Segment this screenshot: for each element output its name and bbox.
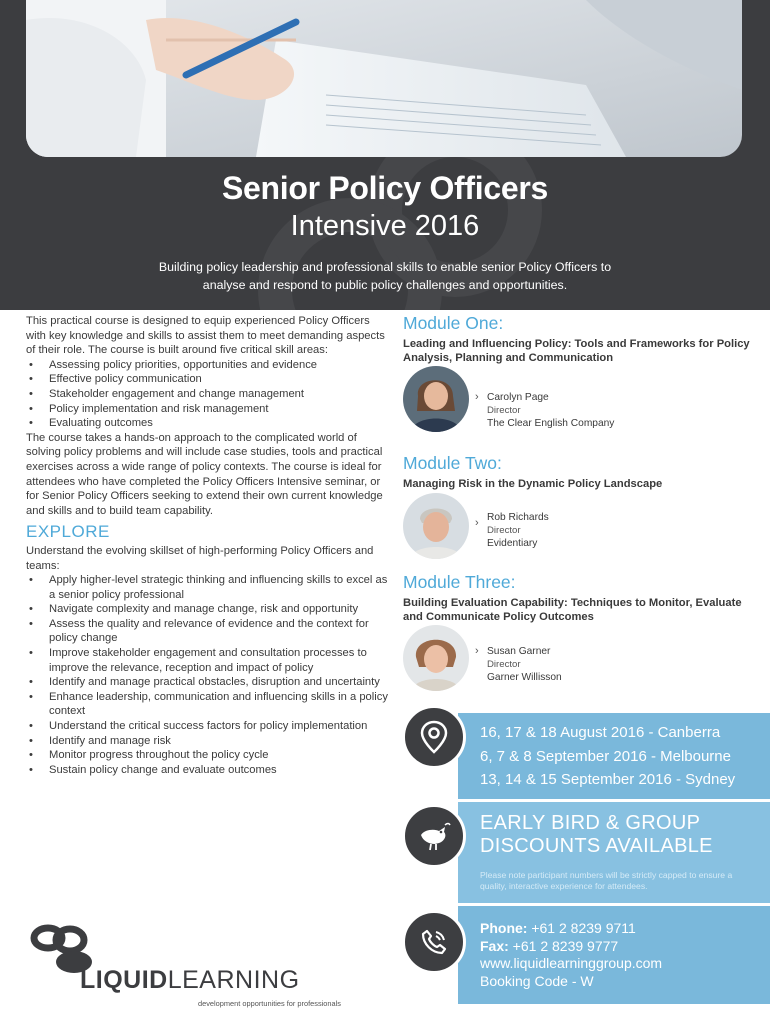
module-subtitle: Building Evaluation Capability: Techniques to Monitor, Evaluate and Communicate Policy Outcomes	[403, 597, 742, 623]
phone-line	[480, 920, 770, 938]
module-three	[403, 572, 763, 683]
chevron-right-icon: ›	[475, 391, 479, 403]
course-dates	[458, 713, 770, 799]
list-item: • Stakeholder engagement and change management	[26, 387, 388, 402]
speaker-photo	[403, 366, 469, 432]
list-item: • Identify and manage risk	[26, 734, 388, 749]
date-canberra: 16, 17 & 18 August 2016 - Canberra	[480, 724, 721, 741]
list-item: • Policy implementation and risk management	[26, 402, 388, 417]
list-item: • Improve stakeholder engagement and consultation processes to improve the relevance, reception and impact of policy	[26, 646, 388, 675]
module-title: Module One:	[403, 313, 504, 333]
speaker-role: Director	[487, 525, 521, 536]
logo-word-light: LEARNING	[167, 966, 300, 994]
module-title: Module Three:	[403, 572, 516, 592]
hero-description	[120, 258, 650, 294]
speaker-name: Susan Garner	[487, 646, 551, 657]
page-subtitle: Intensive 2016	[290, 210, 480, 242]
phone-label: Phone:	[480, 920, 528, 936]
speaker-role: Director	[487, 405, 521, 416]
speaker-role: Director	[487, 659, 521, 670]
speaker-organisation: The Clear English Company	[487, 418, 615, 429]
location-pin-icon	[402, 705, 466, 769]
list-item: • Assessing policy priorities, opportunities and evidence	[26, 358, 388, 373]
skill-areas-list	[26, 358, 388, 431]
date-melbourne: 6, 7 & 8 September 2016 - Melbourne	[480, 747, 731, 765]
fax-label: Fax:	[480, 937, 509, 954]
approach-paragraph: The course takes a hands-on approach to the complicated world of solving policy problems and will include case studies, tools and practical exercises across a wide range of policy contexts. The course is ideal for attendees who have completed the Policy Officers Intensive seminar, or for Senior Policy Officers seeking to extend their own current knowledge and skills and to build team capability.	[26, 431, 383, 517]
explore-heading: EXPLORE	[26, 522, 110, 542]
hero-photo	[26, 0, 742, 157]
list-item: • Monitor progress throughout the policy cycle	[26, 748, 388, 763]
phone-icon	[402, 910, 466, 974]
early-bird-offer	[458, 802, 770, 903]
hero-banner	[0, 0, 770, 310]
module-two	[403, 453, 763, 549]
course-overview	[26, 314, 388, 777]
list-item: • Effective policy communication	[26, 372, 388, 387]
date-sydney: 13, 14 & 15 September 2016 - Sydney	[480, 771, 736, 788]
speaker-info	[475, 645, 562, 684]
list-item: • Apply higher-level strategic thinking and influencing skills to excel as a senior policy professional	[26, 573, 388, 602]
chevron-right-icon: ›	[475, 645, 479, 657]
speaker-photo	[403, 493, 469, 559]
speaker-organisation: Garner Willisson	[487, 672, 562, 683]
list-item: • Sustain policy change and evaluate outcomes	[26, 763, 388, 778]
capacity-note: Please note participant numbers will be strictly capped to ensure a quality, interactive experience for attendees.	[480, 870, 733, 891]
speaker-organisation: Evidentiary	[487, 538, 538, 549]
logo-wordmark	[80, 966, 300, 995]
module-subtitle: Leading and Influencing Policy: Tools and Frameworks for Policy Analysis, Planning and Communication	[403, 338, 750, 364]
list-item: • Evaluating outcomes	[26, 416, 388, 431]
list-item: • Assess the quality and relevance of evidence and the context for policy change	[26, 617, 388, 646]
offer-line: EARLY BIRD & GROUP	[480, 812, 701, 834]
liquid-learning-logo	[26, 918, 366, 1018]
page-title: Senior Policy Officers	[222, 170, 548, 206]
speaker-name: Rob Richards	[487, 512, 549, 523]
speaker-photo	[403, 625, 469, 691]
offer-line: DISCOUNTS AVAILABLE	[480, 835, 713, 857]
hero-description-line: Building policy leadership and professional skills to enable senior Policy Officers to	[158, 260, 612, 274]
chevron-right-icon: ›	[475, 517, 479, 529]
fax-line	[480, 938, 770, 956]
explore-list	[26, 573, 388, 777]
hero-description-line: analyse and respond to public policy challenges and opportunities.	[202, 278, 568, 292]
list-item: • Understand the critical success factors for policy implementation	[26, 719, 388, 734]
list-item: • Navigate complexity and manage change, risk and opportunity	[26, 602, 388, 617]
module-subtitle: Managing Risk in the Dynamic Policy Landscape	[403, 478, 663, 490]
phone-number[interactable]: +61 2 8239 9711	[527, 920, 636, 936]
website-link[interactable]: www.liquidlearninggroup.com	[480, 955, 663, 971]
list-item: • Identify and manage practical obstacles, disruption and uncertainty	[26, 675, 388, 690]
speaker-name: Carolyn Page	[487, 392, 549, 403]
module-title: Module Two:	[403, 453, 502, 473]
fax-number: +61 2 8239 9777	[508, 937, 619, 954]
bird-icon	[402, 804, 466, 868]
speaker-info	[475, 391, 614, 430]
speaker-info	[475, 511, 549, 550]
logo-tagline: development opportunities for professionals	[198, 999, 341, 1008]
booking-code: Booking Code - W	[480, 972, 594, 989]
explore-intro: Understand the evolving skillset of high-performing Policy Officers and teams:	[26, 544, 374, 572]
module-one	[403, 313, 763, 429]
contact-details	[458, 906, 770, 1004]
list-item: • Enhance leadership, communication and influencing skills in a policy context	[26, 690, 388, 719]
intro-paragraph: This practical course is designed to equip experienced Policy Officers with key knowledge and skills to assist them to meet demanding aspects of their role. The course is built around five critical skill areas:	[26, 315, 385, 357]
logo-word-bold: LIQUID	[80, 966, 168, 994]
